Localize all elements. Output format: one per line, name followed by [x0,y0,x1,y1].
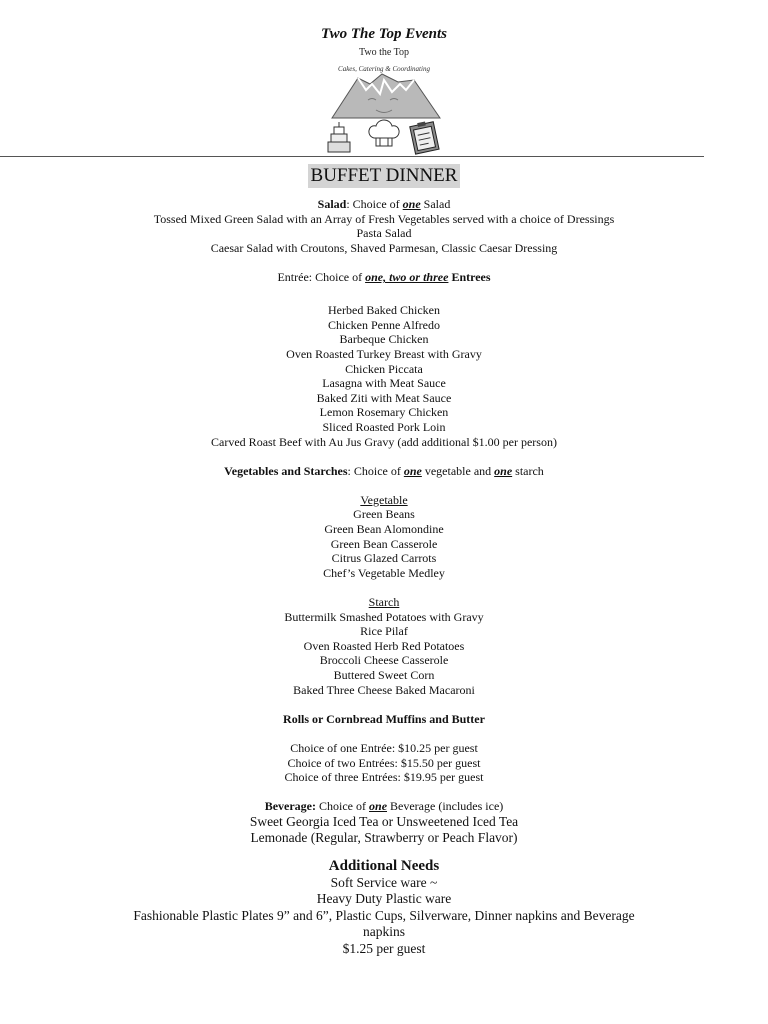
company-logo [318,44,450,156]
mountain-icon [332,74,440,118]
list-item: Tossed Mixed Green Salad with an Array of Fresh Vegetables served with a choice of Dressings [153,211,615,226]
company-name: Two The Top Events [321,26,447,42]
price-line: Choice of three Entrées: $19.95 per guest [284,770,484,785]
additional-heading: Additional Needs [328,857,440,874]
list-item: Oven Roasted Herb Red Potatoes [303,638,465,653]
page-header [0,0,768,160]
list-item: $1.25 per guest [342,940,426,956]
chef-hat-icon [369,120,399,146]
list-item: Lemon Rosemary Chicken [319,405,449,420]
list-item: Chicken Piccata [345,361,423,376]
list-item: Baked Three Cheese Baked Macaroni [293,682,475,697]
cake-icon [328,122,350,152]
list-item: Caesar Salad with Croutons, Shaved Parmesan, Classic Caesar Dressing [210,240,558,255]
list-item: Pasta Salad [356,226,412,241]
header-divider [0,156,704,157]
list-item: Green Bean Alomondine [324,522,444,537]
list-item: Green Bean Casserole [330,536,438,551]
vegetable-heading: Vegetable [360,492,408,507]
beverage-heading: Beverage: Choice of one Beverage (includes ice) [264,799,504,814]
list-item: Fashionable Plastic Plates 9” and 6”, Plastic Cups, Silverware, Dinner napkins and Beverage [133,907,635,923]
menu-content [0,164,768,957]
price-line: Choice of one Entrée: $10.25 per guest [290,740,478,755]
veg-starch-heading: Vegetables and Starches: Choice of one vegetable and one starch [224,463,544,478]
page-title: BUFFET DINNER [308,164,461,188]
list-item: Sweet Georgia Iced Tea or Unsweetened Iced Tea [249,813,519,829]
list-item: Heavy Duty Plastic ware [316,891,452,907]
list-item: Chicken Penne Alfredo [328,317,440,332]
list-item: Green Beans [353,507,415,522]
logo-tagline: Cakes, Catering & Coordinating [338,65,430,73]
list-item: Lasagna with Meat Sauce [322,376,446,391]
list-item: Sliced Roasted Pork Loin [322,419,446,434]
price-line: Choice of two Entrées: $15.50 per guest [287,755,481,770]
list-item: Lemonade (Regular, Strawberry or Peach Flavor) [250,830,518,846]
list-item: Rice Pilaf [360,624,408,639]
list-item: Buttermilk Smashed Potatoes with Gravy [284,609,484,624]
list-item: Citrus Glazed Carrots [331,551,437,566]
list-item: Oven Roasted Turkey Breast with Gravy [286,346,482,361]
list-item: Herbed Baked Chicken [328,303,440,318]
starch-heading: Starch [368,595,400,610]
logo-text: Two the Top [358,47,410,58]
list-item: Chef’s Vegetable Medley [323,565,445,580]
list-item: Baked Ziti with Meat Sauce [316,390,452,405]
entree-heading: Entrée: Choice of one, two or three Entrees [277,269,491,284]
list-item: Broccoli Cheese Casserole [319,653,449,668]
list-item: Soft Service ware ~ [330,874,438,890]
salad-heading: Salad: Choice of one Salad [317,197,451,211]
list-item: napkins [363,924,405,940]
list-item: Buttered Sweet Corn [333,668,435,682]
list-item: Carved Roast Beef with Au Jus Gravy (add additional $1.00 per person) [211,434,557,449]
clipboard-icon [409,120,439,154]
list-item: Barbeque Chicken [339,332,429,347]
rolls-line: Rolls or Cornbread Muffins and Butter [283,711,485,726]
